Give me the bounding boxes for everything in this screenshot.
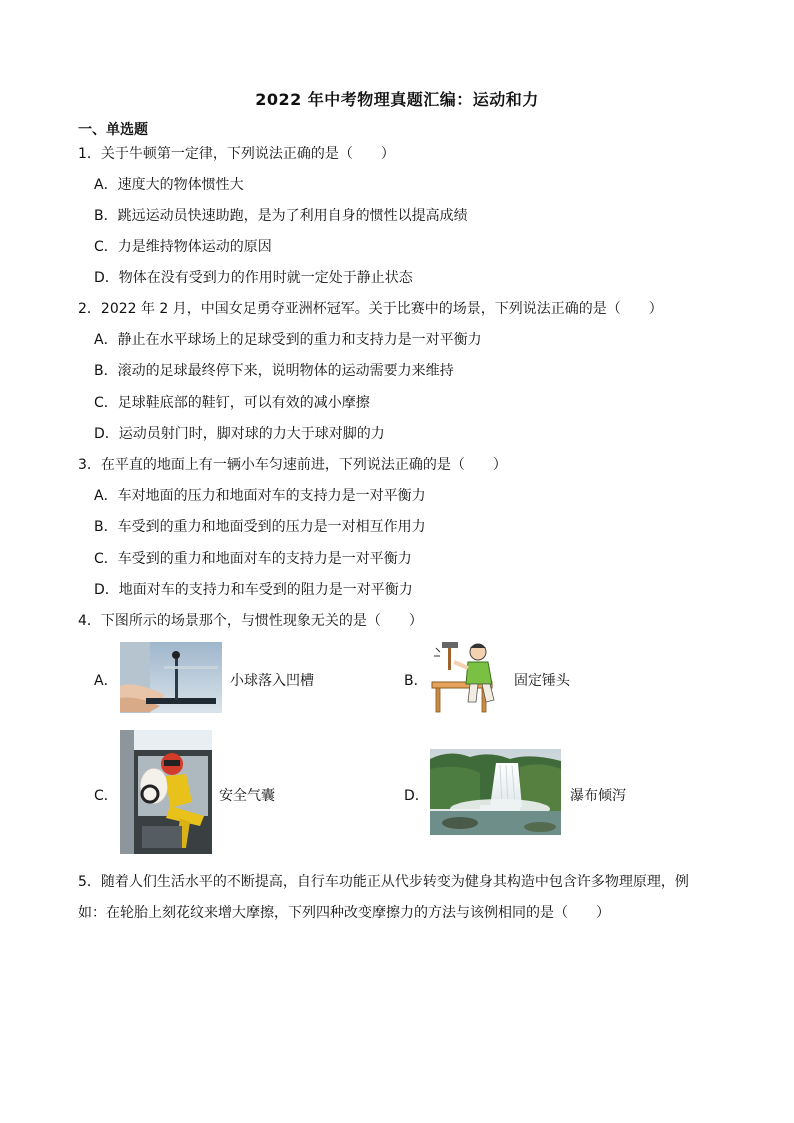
question-3-option-b: B．车受到的重力和地面受到的压力是一对相互作用力 <box>94 519 426 535</box>
section-heading: 一、单选题 <box>78 122 148 138</box>
question-4-option-d-caption: 瀑布倾泻 <box>570 788 626 804</box>
waterfall-image <box>430 749 561 835</box>
fixing-hammer-head-image <box>430 640 506 714</box>
document-title: 2022 年中考物理真题汇编：运动和力 <box>255 90 539 109</box>
question-4-option-d-letter: D． <box>404 788 429 804</box>
question-2-option-c: C．足球鞋底部的鞋钉，可以有效的减小摩擦 <box>94 395 370 411</box>
question-4-option-a-letter: A． <box>94 673 118 689</box>
question-1-option-d: D．物体在没有受到力的作用时就一定处于静止状态 <box>94 270 413 286</box>
question-4-option-c-letter: C． <box>94 788 118 804</box>
question-2-option-a: A．静止在水平球场上的足球受到的重力和支持力是一对平衡力 <box>94 332 482 348</box>
question-1-option-b: B．跳远运动员快速助跑，是为了利用自身的惯性以提高成绩 <box>94 208 468 224</box>
question-4-option-b-caption: 固定锤头 <box>514 673 570 689</box>
question-3-option-c: C．车受到的重力和地面对车的支持力是一对平衡力 <box>94 551 412 567</box>
question-3-option-d: D．地面对车的支持力和车受到的阻力是一对平衡力 <box>94 582 413 598</box>
question-2-stem: 2．2022 年 2 月，中国女足勇夺亚洲杯冠军。关于比赛中的场景，下列说法正确的是（ ） <box>78 301 663 317</box>
question-1-option-a: A．速度大的物体惯性大 <box>94 177 244 193</box>
question-2-option-d: D．运动员射门时，脚对球的力大于球对脚的力 <box>94 426 385 442</box>
question-2-option-b: B．滚动的足球最终停下来，说明物体的运动需要力来维持 <box>94 363 454 379</box>
question-1-stem: 1．关于牛顿第一定律，下列说法正确的是（ ） <box>78 146 395 162</box>
question-4-option-b-letter: B． <box>404 673 428 689</box>
question-3-option-a: A．车对地面的压力和地面对车的支持力是一对平衡力 <box>94 488 426 504</box>
ball-into-groove-image <box>120 642 222 713</box>
question-4-stem: 4．下图所示的场景那个，与惯性现象无关的是（ ） <box>78 613 423 629</box>
question-5-stem-line-1: 5．随着人们生活水平的不断提高，自行车功能正从代步转变为健身其构造中包含许多物理原理，例 <box>78 874 689 890</box>
question-3-stem: 3．在平直的地面上有一辆小车匀速前进，下列说法正确的是（ ） <box>78 457 507 473</box>
question-4-option-c-caption: 安全气囊 <box>219 788 275 804</box>
question-4-option-a-caption: 小球落入凹槽 <box>230 673 314 689</box>
question-5-stem-line-2: 如：在轮胎上刻花纹来增大摩擦，下列四种改变摩擦力的方法与该例相同的是（ ） <box>78 905 610 921</box>
airbag-image <box>120 730 212 854</box>
question-1-option-c: C．力是维持物体运动的原因 <box>94 239 272 255</box>
